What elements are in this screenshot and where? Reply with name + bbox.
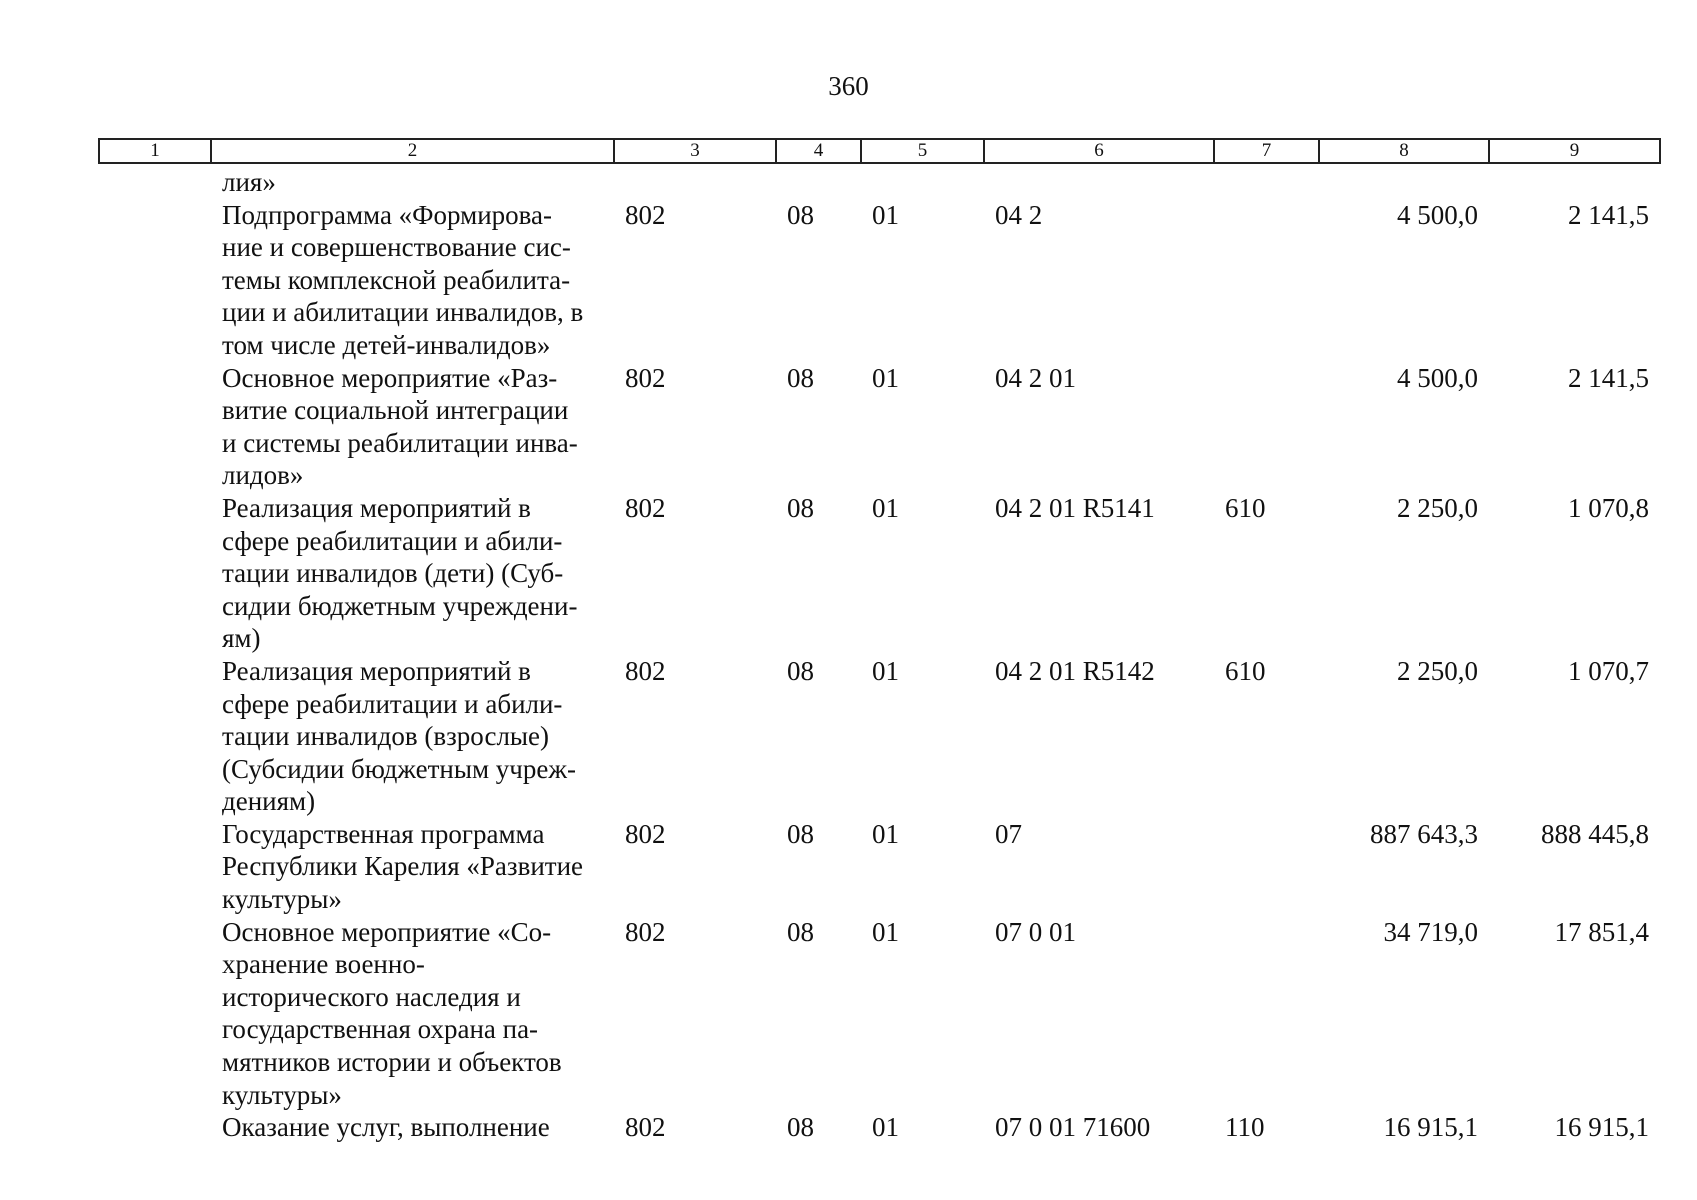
cell-expense-type bbox=[1214, 362, 1319, 492]
name-line: витие социальной интеграции bbox=[222, 395, 569, 426]
cell-section: 08 bbox=[787, 199, 814, 230]
name-line: Подпрограмма «Формирова- bbox=[222, 199, 553, 230]
cell-subsection: 01 bbox=[872, 818, 899, 849]
cell-target-article: 07 0 01 71600 bbox=[995, 1112, 1151, 1143]
cell-code bbox=[99, 916, 211, 1112]
cell-ministry-code: 802 bbox=[625, 492, 666, 523]
cell-amount-actual: 16 915,1 bbox=[1554, 1112, 1649, 1143]
name-line: государственная охрана па- bbox=[222, 1014, 539, 1045]
cell-target-article: 04 2 01 bbox=[995, 362, 1076, 393]
cell-section: 08 bbox=[787, 362, 814, 393]
cell-name bbox=[211, 655, 614, 818]
table-row bbox=[99, 655, 1660, 818]
cell-code bbox=[99, 362, 211, 492]
name-line: дениям) bbox=[222, 786, 316, 817]
cell-amount-plan: 2 250,0 bbox=[1397, 655, 1478, 686]
column-header-4: 4 bbox=[776, 139, 861, 163]
cell-amount-plan: 4 500,0 bbox=[1397, 199, 1478, 230]
cell-expense-type bbox=[1214, 916, 1319, 1112]
cell-name bbox=[211, 199, 614, 362]
table-row bbox=[99, 492, 1660, 655]
name-line: (Субсидии бюджетным учреж- bbox=[222, 753, 577, 784]
cell-name bbox=[211, 916, 614, 1112]
cell-amount-actual: 888 445,8 bbox=[1541, 818, 1649, 849]
name-line: Республики Карелия «Развитие bbox=[222, 851, 584, 882]
table-row bbox=[99, 362, 1660, 492]
cell-empty bbox=[614, 163, 776, 199]
name-line: ям) bbox=[222, 623, 261, 654]
cell-code bbox=[99, 655, 211, 818]
cell-target-article: 04 2 bbox=[995, 199, 1043, 230]
column-header-1: 1 bbox=[99, 139, 211, 163]
name-line: исторического наследия и bbox=[222, 981, 521, 1012]
name-line: Основное мероприятие «Раз- bbox=[222, 362, 558, 393]
cell-code bbox=[99, 492, 211, 655]
cell-subsection: 01 bbox=[872, 492, 899, 523]
cell-subsection: 01 bbox=[872, 655, 899, 686]
name-line: ции и абилитации инвалидов, в bbox=[222, 297, 584, 328]
name-line: тации инвалидов (дети) (Суб- bbox=[222, 558, 564, 589]
cell-subsection: 01 bbox=[872, 362, 899, 393]
cell-amount-actual: 17 851,4 bbox=[1554, 916, 1649, 947]
cell-name bbox=[211, 492, 614, 655]
cell-name bbox=[211, 1111, 614, 1144]
name-line: ние и совершенствование сис- bbox=[222, 232, 571, 263]
column-header-6: 6 bbox=[984, 139, 1214, 163]
column-header-3: 3 bbox=[614, 139, 776, 163]
cell-section: 08 bbox=[787, 492, 814, 523]
cell-amount-plan: 16 915,1 bbox=[1383, 1112, 1478, 1143]
cell-amount-plan: 2 250,0 bbox=[1397, 492, 1478, 523]
cell-section: 08 bbox=[787, 818, 814, 849]
table-header bbox=[99, 139, 1660, 163]
name-line: Оказание услуг, выполнение bbox=[222, 1112, 550, 1143]
name-line: Основное мероприятие «Со- bbox=[222, 916, 552, 947]
name-line: тации инвалидов (взрослые) bbox=[222, 721, 550, 752]
cell-ministry-code: 802 bbox=[625, 655, 666, 686]
cell-target-article: 07 0 01 bbox=[995, 916, 1076, 947]
cell-target-article: 07 bbox=[995, 818, 1022, 849]
cell-empty bbox=[984, 163, 1214, 199]
cell-subsection: 01 bbox=[872, 199, 899, 230]
cell-code bbox=[99, 1111, 211, 1144]
continuation-row bbox=[99, 163, 1660, 199]
cell-code bbox=[99, 199, 211, 362]
cell-amount-actual: 2 141,5 bbox=[1568, 199, 1649, 230]
column-header-9: 9 bbox=[1489, 139, 1660, 163]
cell-empty bbox=[776, 163, 861, 199]
cell-amount-plan: 4 500,0 bbox=[1397, 362, 1478, 393]
cell-expense-type bbox=[1214, 818, 1319, 916]
cell-expense-type bbox=[1214, 199, 1319, 362]
name-line: темы комплексной реабилита- bbox=[222, 264, 571, 295]
column-number-row bbox=[99, 139, 1660, 163]
cell-name bbox=[211, 362, 614, 492]
cell-ministry-code: 802 bbox=[625, 916, 666, 947]
cell-ministry-code: 802 bbox=[625, 362, 666, 393]
budget-table bbox=[98, 138, 1661, 1144]
cell-code bbox=[99, 163, 211, 199]
column-header-7: 7 bbox=[1214, 139, 1319, 163]
name-line: культуры» bbox=[222, 884, 342, 915]
cell-expense-type: 110 bbox=[1225, 1112, 1265, 1143]
table-row bbox=[99, 916, 1660, 1112]
cell-amount-plan: 34 719,0 bbox=[1383, 916, 1478, 947]
cell-amount-plan: 887 643,3 bbox=[1370, 818, 1478, 849]
cell-amount-actual: 1 070,8 bbox=[1568, 492, 1649, 523]
cell-amount-actual: 2 141,5 bbox=[1568, 362, 1649, 393]
name-line: и системы реабилитации инва- bbox=[222, 427, 578, 458]
cell-subsection: 01 bbox=[872, 1112, 899, 1143]
cell-ministry-code: 802 bbox=[625, 1112, 666, 1143]
table-row bbox=[99, 1111, 1660, 1144]
table-body bbox=[99, 163, 1660, 1144]
budget-table-wrap bbox=[98, 138, 1659, 1144]
name-line: сидии бюджетным учреждени- bbox=[222, 590, 578, 621]
cell-code bbox=[99, 818, 211, 916]
column-header-5: 5 bbox=[861, 139, 984, 163]
cell-name bbox=[211, 818, 614, 916]
cell-ministry-code: 802 bbox=[625, 818, 666, 849]
cell-section: 08 bbox=[787, 655, 814, 686]
name-line: сфере реабилитации и абили- bbox=[222, 688, 563, 719]
page-number: 360 bbox=[828, 71, 869, 101]
name-line: том числе детей-инвалидов» bbox=[222, 329, 551, 360]
name-line: мятников истории и объектов bbox=[222, 1047, 562, 1078]
name-line: лидов» bbox=[222, 460, 304, 491]
cell-subsection: 01 bbox=[872, 916, 899, 947]
name-line: Государственная программа bbox=[222, 818, 545, 849]
name-line: культуры» bbox=[222, 1079, 342, 1110]
cell-empty bbox=[1214, 163, 1319, 199]
name-line: Реализация мероприятий в bbox=[222, 655, 531, 686]
name-line: лия» bbox=[222, 167, 276, 197]
column-header-2: 2 bbox=[211, 139, 614, 163]
table-row bbox=[99, 199, 1660, 362]
cell-amount-actual: 1 070,7 bbox=[1568, 655, 1649, 686]
name-line: Реализация мероприятий в bbox=[222, 492, 531, 523]
name-line: сфере реабилитации и абили- bbox=[222, 525, 563, 556]
cell-target-article: 04 2 01 R5142 bbox=[995, 655, 1155, 686]
cell-target-article: 04 2 01 R5141 bbox=[995, 492, 1155, 523]
cell-name bbox=[211, 163, 614, 199]
cell-empty bbox=[861, 163, 984, 199]
table-row bbox=[99, 818, 1660, 916]
name-line: хранение военно- bbox=[222, 949, 425, 980]
cell-empty bbox=[1319, 163, 1489, 199]
cell-section: 08 bbox=[787, 916, 814, 947]
cell-ministry-code: 802 bbox=[625, 199, 666, 230]
cell-expense-type: 610 bbox=[1225, 492, 1266, 523]
cell-empty bbox=[1489, 163, 1660, 199]
cell-section: 08 bbox=[787, 1112, 814, 1143]
cell-expense-type: 610 bbox=[1225, 655, 1266, 686]
column-header-8: 8 bbox=[1319, 139, 1489, 163]
